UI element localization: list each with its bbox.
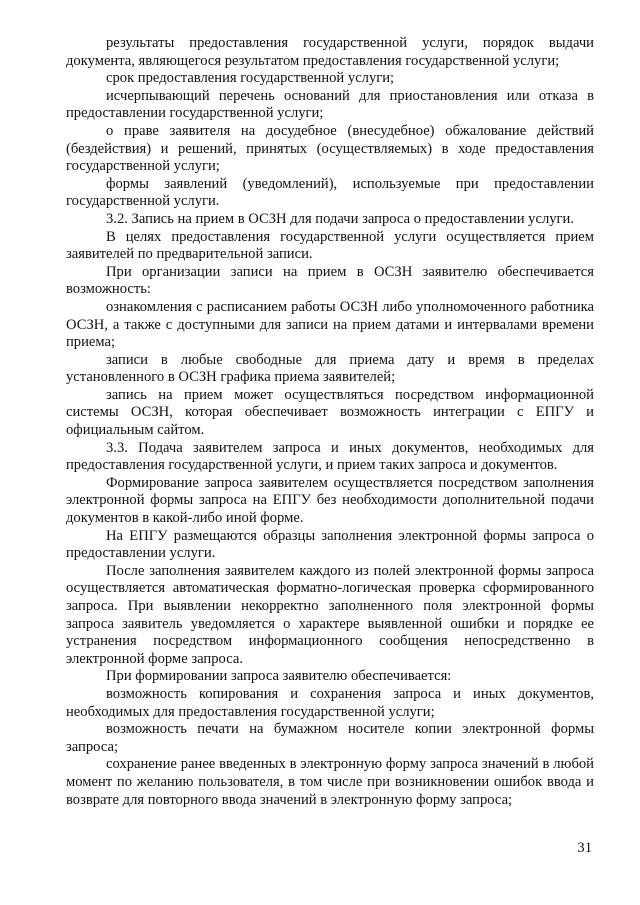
- paragraph: о праве заявителя на досудебное (внесудебное) обжалование действий (бездействия) и решений, принятых (осуществляемых) в ходе предоставления государственной услуги;: [66, 122, 594, 175]
- paragraph: формы заявлений (уведомлений), используемые при предоставлении государственной услуги.: [66, 175, 594, 210]
- paragraph: После заполнения заявителем каждого из полей электронной формы запроса осуществляется автоматическая форматно-логическая проверка сформированного запроса. При выявлении некорректно заполненного поля электронной формы запроса заявитель уведомляется о характере выявленной ошибки и порядке ее устранения посредством информационного сообщения непосредственно в электронной форме запроса.: [66, 562, 594, 667]
- paragraph: возможность печати на бумажном носителе копии электронной формы запроса;: [66, 721, 594, 755]
- paragraph: Формирование запроса заявителем осуществляется посредством заполнения электронной формы запроса на ЕПГУ без необходимости дополнительной подачи документов в какой-либо иной форме.: [66, 474, 594, 527]
- paragraph: На ЕПГУ размещаются образцы заполнения электронной формы запроса о предоставлении услуги.: [66, 527, 594, 562]
- document-body: [66, 35, 594, 809]
- section-heading-3-3: 3.3. Подача заявителем запроса и иных документов, необходимых для предоставления государственной услуги, и прием таких запроса и документов.: [66, 439, 594, 474]
- paragraph: исчерпывающий перечень оснований для приостановления или отказа в предоставлении государственной услуги;: [66, 87, 594, 122]
- paragraph: записи в любые свободные для приема дату и время в пределах установленного в ОСЗН графика приема заявителей;: [66, 351, 594, 386]
- section-heading-3-2: 3.2. Запись на прием в ОСЗН для подачи запроса о предоставлении услуги.: [106, 210, 574, 227]
- paragraph: запись на прием может осуществляться посредством информационной системы ОСЗН, которая обеспечивает возможность интеграции с ЕПГУ и официальным сайтом.: [66, 386, 594, 439]
- paragraph: возможность копирования и сохранения запроса и иных документов, необходимых для предоставления государственной услуги;: [66, 685, 594, 720]
- paragraph: При организации записи на прием в ОСЗН заявителю обеспечивается возможность:: [66, 263, 594, 298]
- paragraph: При формировании запроса заявителю обеспечивается:: [106, 668, 452, 685]
- paragraph: ознакомления с расписанием работы ОСЗН либо уполномоченного работника ОСЗН, а также с доступными для записи на прием датами и интервалами времени приема;: [66, 298, 594, 351]
- paragraph: В целях предоставления государственной услуги осуществляется прием заявителей по предварительной записи.: [66, 228, 594, 263]
- paragraph: результаты предоставления государственной услуги, порядок выдачи документа, являющегося результатом предоставления государственной услуги;: [66, 35, 594, 69]
- page-number: 31: [577, 840, 592, 856]
- paragraph: срок предоставления государственной услуги;: [106, 70, 395, 87]
- paragraph: сохранение ранее введенных в электронную форму запроса значений в любой момент по желанию пользователя, в том числе при возникновении ошибок ввода и возврате для повторного ввода значений в электронную форму запроса;: [66, 756, 594, 808]
